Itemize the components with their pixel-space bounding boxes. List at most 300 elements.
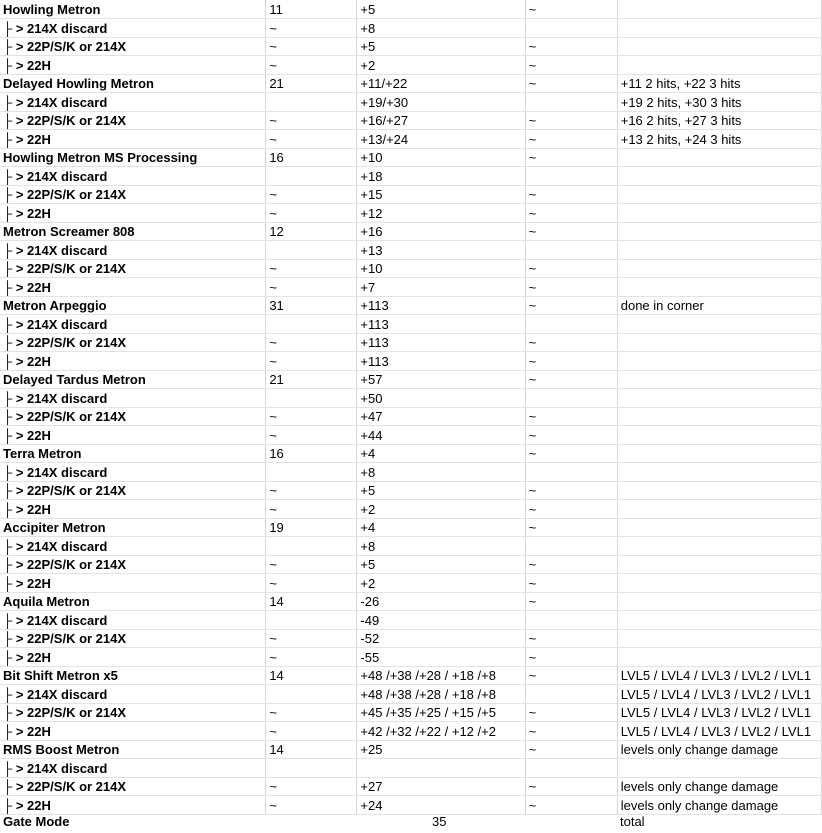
extra-cell[interactable] <box>525 611 617 630</box>
extra-cell[interactable] <box>525 555 617 574</box>
extra-cell[interactable] <box>525 537 617 556</box>
startup-cell[interactable] <box>266 315 357 334</box>
note-cell[interactable] <box>617 296 821 315</box>
advantage-cell[interactable] <box>357 204 525 223</box>
move-cell[interactable] <box>0 426 266 445</box>
startup-cell-text: ~ <box>269 797 277 813</box>
note-cell[interactable] <box>617 185 821 204</box>
startup-cell[interactable] <box>266 56 357 75</box>
startup-cell-text: ~ <box>269 205 277 221</box>
startup-cell[interactable] <box>266 222 357 241</box>
startup-cell[interactable] <box>266 740 357 759</box>
advantage-cell[interactable] <box>357 315 525 334</box>
advantage-cell[interactable] <box>357 278 525 297</box>
note-cell[interactable] <box>617 278 821 297</box>
move-cell[interactable] <box>0 555 266 574</box>
startup-cell[interactable] <box>266 370 357 389</box>
startup-cell[interactable] <box>266 74 357 93</box>
extra-cell[interactable] <box>525 740 617 759</box>
variant-row <box>0 389 822 408</box>
note-cell[interactable] <box>617 592 821 611</box>
advantage-cell[interactable] <box>357 648 525 667</box>
advantage-cell[interactable] <box>357 241 525 260</box>
startup-cell[interactable] <box>266 481 357 500</box>
startup-cell-text: ~ <box>269 20 277 36</box>
note-cell[interactable] <box>617 56 821 75</box>
extra-cell[interactable] <box>525 629 617 648</box>
startup-cell[interactable] <box>266 333 357 352</box>
advantage-cell-text: +27 <box>360 779 383 794</box>
extra-cell[interactable] <box>525 74 617 93</box>
startup-cell[interactable] <box>266 574 357 593</box>
advantage-cell-text: +13/+24 <box>360 131 409 147</box>
advantage-cell[interactable] <box>357 463 525 482</box>
variant-row <box>0 685 822 704</box>
move-cell[interactable] <box>0 463 266 482</box>
advantage-cell[interactable] <box>357 407 525 426</box>
extra-cell[interactable] <box>525 333 617 352</box>
startup-cell[interactable] <box>266 352 357 371</box>
move-cell-text: Howling Metron MS Processing <box>3 150 198 165</box>
note-cell[interactable] <box>617 518 821 537</box>
extra-cell[interactable] <box>525 167 617 186</box>
note-cell[interactable] <box>617 130 821 149</box>
advantage-cell-text: +8 <box>360 538 376 554</box>
move-cell[interactable] <box>0 629 266 648</box>
branch-glyph: ├ > <box>3 705 24 720</box>
extra-cell-text: ~ <box>528 57 537 73</box>
extra-cell[interactable] <box>525 759 617 778</box>
note-cell[interactable] <box>617 666 821 685</box>
extra-cell[interactable] <box>525 666 617 685</box>
note-cell[interactable] <box>617 759 821 778</box>
note-cell[interactable] <box>617 19 821 38</box>
startup-cell[interactable] <box>266 407 357 426</box>
startup-cell[interactable] <box>266 0 357 19</box>
startup-cell[interactable] <box>266 148 357 167</box>
advantage-cell[interactable] <box>357 759 525 778</box>
extra-cell[interactable] <box>525 574 617 593</box>
startup-cell[interactable] <box>266 259 357 278</box>
extra-cell-text: ~ <box>528 520 537 535</box>
advantage-cell[interactable] <box>357 500 525 519</box>
move-cell[interactable] <box>0 592 266 611</box>
advantage-cell-text: +7 <box>360 279 376 295</box>
move-cell[interactable] <box>0 37 266 56</box>
note-cell[interactable] <box>617 389 821 408</box>
extra-cell[interactable] <box>525 148 617 167</box>
extra-cell[interactable] <box>525 296 617 315</box>
startup-cell-text: ~ <box>269 353 277 369</box>
move-cell[interactable] <box>0 241 266 260</box>
note-cell[interactable] <box>617 777 821 796</box>
extra-cell-text: ~ <box>528 409 537 424</box>
startup-cell[interactable] <box>266 703 357 722</box>
extra-cell[interactable] <box>525 463 617 482</box>
branch-glyph: ├ > <box>3 538 24 554</box>
note-cell-text: LVL5 / LVL4 / LVL3 / LVL2 / LVL1 <box>620 705 812 720</box>
move-cell[interactable] <box>0 333 266 352</box>
advantage-cell[interactable] <box>357 259 525 278</box>
startup-cell[interactable] <box>266 19 357 38</box>
move-cell[interactable] <box>0 0 266 19</box>
extra-cell[interactable] <box>525 0 617 19</box>
note-cell[interactable] <box>617 407 821 426</box>
move-cell[interactable] <box>0 167 266 186</box>
branch-glyph: ├ > <box>3 760 24 776</box>
move-row <box>0 296 822 315</box>
note-cell[interactable] <box>617 74 821 93</box>
startup-cell[interactable] <box>266 648 357 667</box>
move-cell[interactable] <box>0 777 266 796</box>
advantage-cell-text: +13 <box>360 242 383 258</box>
startup-cell[interactable] <box>266 611 357 630</box>
branch-glyph: ├ > <box>3 205 24 221</box>
move-cell[interactable] <box>0 759 266 778</box>
startup-cell[interactable] <box>266 500 357 519</box>
startup-cell[interactable] <box>266 722 357 741</box>
move-cell-text: 22P/S/K or 214X <box>27 483 127 498</box>
extra-cell-text: ~ <box>528 557 537 572</box>
variant-row <box>0 167 822 186</box>
note-cell[interactable] <box>617 222 821 241</box>
startup-cell[interactable] <box>266 759 357 778</box>
advantage-cell[interactable] <box>357 444 525 463</box>
advantage-cell[interactable] <box>357 352 525 371</box>
branch-glyph: ├ > <box>3 649 24 665</box>
advantage-cell-text: +48 /+38 /+28 / +18 /+8 <box>360 668 496 683</box>
advantage-cell[interactable] <box>357 555 525 574</box>
branch-glyph: ├ > <box>3 797 24 813</box>
branch-glyph: ├ > <box>3 501 24 517</box>
extra-cell[interactable] <box>525 500 617 519</box>
variant-row <box>0 611 822 630</box>
note-cell[interactable] <box>617 93 821 112</box>
advantage-cell[interactable] <box>357 56 525 75</box>
advantage-cell[interactable] <box>357 185 525 204</box>
extra-cell[interactable] <box>525 352 617 371</box>
advantage-cell[interactable] <box>357 666 525 685</box>
extra-cell[interactable] <box>525 259 617 278</box>
branch-glyph: ├ > <box>3 483 24 498</box>
advantage-cell[interactable] <box>357 685 525 704</box>
startup-cell[interactable] <box>266 93 357 112</box>
advantage-cell[interactable] <box>357 296 525 315</box>
advantage-cell[interactable] <box>357 611 525 630</box>
advantage-cell[interactable] <box>357 389 525 408</box>
advantage-cell[interactable] <box>357 19 525 38</box>
extra-cell[interactable] <box>525 241 617 260</box>
note-cell[interactable] <box>617 703 821 722</box>
note-cell[interactable] <box>617 629 821 648</box>
move-cell[interactable] <box>0 296 266 315</box>
extra-cell[interactable] <box>525 315 617 334</box>
partial-row-move[interactable]: Gate Mode <box>3 814 70 829</box>
note-cell[interactable] <box>617 481 821 500</box>
extra-cell[interactable] <box>525 93 617 112</box>
note-cell[interactable] <box>617 463 821 482</box>
note-cell[interactable] <box>617 259 821 278</box>
extra-cell[interactable] <box>525 204 617 223</box>
extra-cell[interactable] <box>525 777 617 796</box>
advantage-cell[interactable] <box>357 0 525 19</box>
startup-cell[interactable] <box>266 389 357 408</box>
branch-glyph: ├ > <box>3 353 24 369</box>
move-cell[interactable] <box>0 666 266 685</box>
extra-cell[interactable] <box>525 222 617 241</box>
extra-cell-text: ~ <box>528 298 537 313</box>
note-cell[interactable] <box>617 722 821 741</box>
move-cell[interactable] <box>0 204 266 223</box>
move-cell[interactable] <box>0 685 266 704</box>
startup-cell-text: ~ <box>269 705 277 720</box>
note-cell[interactable] <box>617 37 821 56</box>
startup-cell[interactable] <box>266 185 357 204</box>
startup-cell[interactable] <box>266 111 357 130</box>
move-cell[interactable] <box>0 130 266 149</box>
note-cell[interactable] <box>617 555 821 574</box>
note-cell-text: levels only change damage <box>620 779 779 794</box>
extra-cell[interactable] <box>525 19 617 38</box>
move-cell[interactable] <box>0 148 266 167</box>
branch-glyph: ├ > <box>3 631 24 646</box>
partial-row-note[interactable]: total <box>620 814 645 829</box>
move-cell[interactable] <box>0 222 266 241</box>
move-cell[interactable] <box>0 537 266 556</box>
advantage-cell-text: -52 <box>360 631 380 646</box>
advantage-cell[interactable] <box>357 592 525 611</box>
branch-glyph: ├ > <box>3 427 24 443</box>
move-cell[interactable] <box>0 611 266 630</box>
advantage-cell[interactable] <box>357 370 525 389</box>
variant-row <box>0 500 822 519</box>
move-cell[interactable] <box>0 796 266 815</box>
move-cell[interactable] <box>0 74 266 93</box>
note-cell[interactable] <box>617 352 821 371</box>
advantage-cell[interactable] <box>357 796 525 815</box>
move-cell[interactable] <box>0 648 266 667</box>
extra-cell[interactable] <box>525 407 617 426</box>
move-cell[interactable] <box>0 500 266 519</box>
note-cell[interactable] <box>617 167 821 186</box>
move-cell[interactable] <box>0 370 266 389</box>
extra-cell-text: ~ <box>528 427 537 443</box>
extra-cell[interactable] <box>525 592 617 611</box>
startup-cell[interactable] <box>266 130 357 149</box>
move-cell[interactable] <box>0 19 266 38</box>
advantage-cell[interactable] <box>357 130 525 149</box>
move-cell[interactable] <box>0 740 266 759</box>
note-cell[interactable] <box>617 333 821 352</box>
move-cell-text: Delayed Howling Metron <box>3 76 154 91</box>
note-cell[interactable] <box>617 796 821 815</box>
startup-cell[interactable] <box>266 555 357 574</box>
extra-cell[interactable] <box>525 426 617 445</box>
extra-cell-text: ~ <box>528 668 537 683</box>
note-cell[interactable] <box>617 148 821 167</box>
variant-row <box>0 481 822 500</box>
move-cell-text: 214X discard <box>27 94 108 110</box>
move-cell[interactable] <box>0 481 266 500</box>
extra-cell[interactable] <box>525 685 617 704</box>
move-cell[interactable] <box>0 111 266 130</box>
extra-cell[interactable] <box>525 370 617 389</box>
variant-row <box>0 407 822 426</box>
note-cell[interactable] <box>617 0 821 19</box>
note-cell-text: +13 2 hits, +24 3 hits <box>620 131 742 147</box>
startup-cell[interactable] <box>266 444 357 463</box>
move-cell[interactable] <box>0 56 266 75</box>
note-cell[interactable] <box>617 611 821 630</box>
move-cell[interactable] <box>0 407 266 426</box>
partial-row-value[interactable]: 35 <box>432 814 447 829</box>
advantage-cell-text: +48 /+38 /+28 / +18 /+8 <box>360 686 496 702</box>
advantage-cell-text: -55 <box>360 649 380 665</box>
move-cell[interactable] <box>0 389 266 408</box>
move-cell-text: 22H <box>27 131 51 147</box>
startup-cell[interactable] <box>266 777 357 796</box>
advantage-cell-text: +24 <box>360 797 383 813</box>
startup-cell[interactable] <box>266 592 357 611</box>
note-cell[interactable] <box>617 537 821 556</box>
extra-cell[interactable] <box>525 185 617 204</box>
startup-cell-text: 21 <box>269 372 284 387</box>
startup-cell[interactable] <box>266 296 357 315</box>
extra-cell-text: ~ <box>528 575 537 591</box>
advantage-cell[interactable] <box>357 148 525 167</box>
advantage-cell[interactable] <box>357 426 525 445</box>
startup-cell[interactable] <box>266 685 357 704</box>
extra-cell-text: ~ <box>528 594 537 609</box>
extra-cell[interactable] <box>525 648 617 667</box>
extra-cell[interactable] <box>525 444 617 463</box>
variant-row <box>0 352 822 371</box>
startup-cell[interactable] <box>266 537 357 556</box>
startup-cell-text: ~ <box>269 501 277 517</box>
extra-cell[interactable] <box>525 56 617 75</box>
move-cell[interactable] <box>0 722 266 741</box>
move-cell-text: 214X discard <box>27 760 108 776</box>
extra-cell[interactable] <box>525 796 617 815</box>
extra-cell[interactable] <box>525 518 617 537</box>
startup-cell-text: 31 <box>269 298 284 313</box>
advantage-cell[interactable] <box>357 167 525 186</box>
note-cell[interactable] <box>617 241 821 260</box>
extra-cell[interactable] <box>525 111 617 130</box>
advantage-cell[interactable] <box>357 333 525 352</box>
startup-cell[interactable] <box>266 426 357 445</box>
advantage-cell-text: -26 <box>360 594 380 609</box>
move-cell[interactable] <box>0 444 266 463</box>
note-cell[interactable] <box>617 370 821 389</box>
advantage-cell[interactable] <box>357 629 525 648</box>
note-cell[interactable] <box>617 574 821 593</box>
extra-cell[interactable] <box>525 722 617 741</box>
advantage-cell[interactable] <box>357 518 525 537</box>
move-cell[interactable] <box>0 278 266 297</box>
move-cell[interactable] <box>0 259 266 278</box>
advantage-cell[interactable] <box>357 481 525 500</box>
advantage-cell[interactable] <box>357 111 525 130</box>
note-cell[interactable] <box>617 111 821 130</box>
note-cell-text: LVL5 / LVL4 / LVL3 / LVL2 / LVL1 <box>620 686 812 702</box>
extra-cell-text: ~ <box>528 76 537 91</box>
extra-cell-text: ~ <box>528 39 537 54</box>
variant-row <box>0 555 822 574</box>
startup-cell-text: 14 <box>269 742 284 757</box>
move-cell-text: Howling Metron <box>3 2 101 17</box>
startup-cell[interactable] <box>266 278 357 297</box>
move-cell[interactable] <box>0 518 266 537</box>
extra-cell[interactable] <box>525 481 617 500</box>
startup-cell[interactable] <box>266 204 357 223</box>
advantage-cell[interactable] <box>357 740 525 759</box>
extra-cell[interactable] <box>525 703 617 722</box>
note-cell[interactable] <box>617 315 821 334</box>
startup-cell[interactable] <box>266 796 357 815</box>
move-cell-text: 22P/S/K or 214X <box>27 557 127 572</box>
advantage-cell-text: +113 <box>360 353 389 369</box>
startup-cell-text: ~ <box>269 113 277 128</box>
extra-cell-text: ~ <box>528 205 537 221</box>
variant-row <box>0 796 822 815</box>
move-cell[interactable] <box>0 93 266 112</box>
note-cell[interactable] <box>617 204 821 223</box>
advantage-cell-text: +5 <box>360 39 376 54</box>
advantage-cell[interactable] <box>357 537 525 556</box>
startup-cell[interactable] <box>266 518 357 537</box>
advantage-cell-text: +10 <box>360 261 383 276</box>
advantage-cell-text: -49 <box>360 612 380 628</box>
move-cell-text: 214X discard <box>27 390 108 406</box>
startup-cell-text: 12 <box>269 224 284 239</box>
advantage-cell[interactable] <box>357 93 525 112</box>
note-cell[interactable] <box>617 426 821 445</box>
move-cell[interactable] <box>0 574 266 593</box>
extra-cell-text: ~ <box>528 224 537 239</box>
startup-cell[interactable] <box>266 37 357 56</box>
startup-cell[interactable] <box>266 241 357 260</box>
startup-cell[interactable] <box>266 666 357 685</box>
note-cell[interactable] <box>617 500 821 519</box>
startup-cell[interactable] <box>266 463 357 482</box>
extra-cell[interactable] <box>525 130 617 149</box>
move-cell[interactable] <box>0 185 266 204</box>
advantage-cell[interactable] <box>357 222 525 241</box>
note-cell[interactable] <box>617 685 821 704</box>
advantage-cell[interactable] <box>357 777 525 796</box>
advantage-cell[interactable] <box>357 574 525 593</box>
branch-glyph: ├ > <box>3 390 24 406</box>
advantage-cell-text: +12 <box>360 205 383 221</box>
move-cell-text: 22H <box>27 501 51 517</box>
advantage-cell[interactable] <box>357 74 525 93</box>
advantage-cell[interactable] <box>357 722 525 741</box>
move-cell[interactable] <box>0 315 266 334</box>
move-cell[interactable] <box>0 352 266 371</box>
startup-cell[interactable] <box>266 629 357 648</box>
note-cell[interactable] <box>617 648 821 667</box>
extra-cell[interactable] <box>525 37 617 56</box>
note-cell[interactable] <box>617 444 821 463</box>
advantage-cell[interactable] <box>357 703 525 722</box>
startup-cell[interactable] <box>266 167 357 186</box>
move-cell[interactable] <box>0 703 266 722</box>
extra-cell[interactable] <box>525 278 617 297</box>
extra-cell[interactable] <box>525 389 617 408</box>
advantage-cell[interactable] <box>357 37 525 56</box>
note-cell[interactable] <box>617 740 821 759</box>
